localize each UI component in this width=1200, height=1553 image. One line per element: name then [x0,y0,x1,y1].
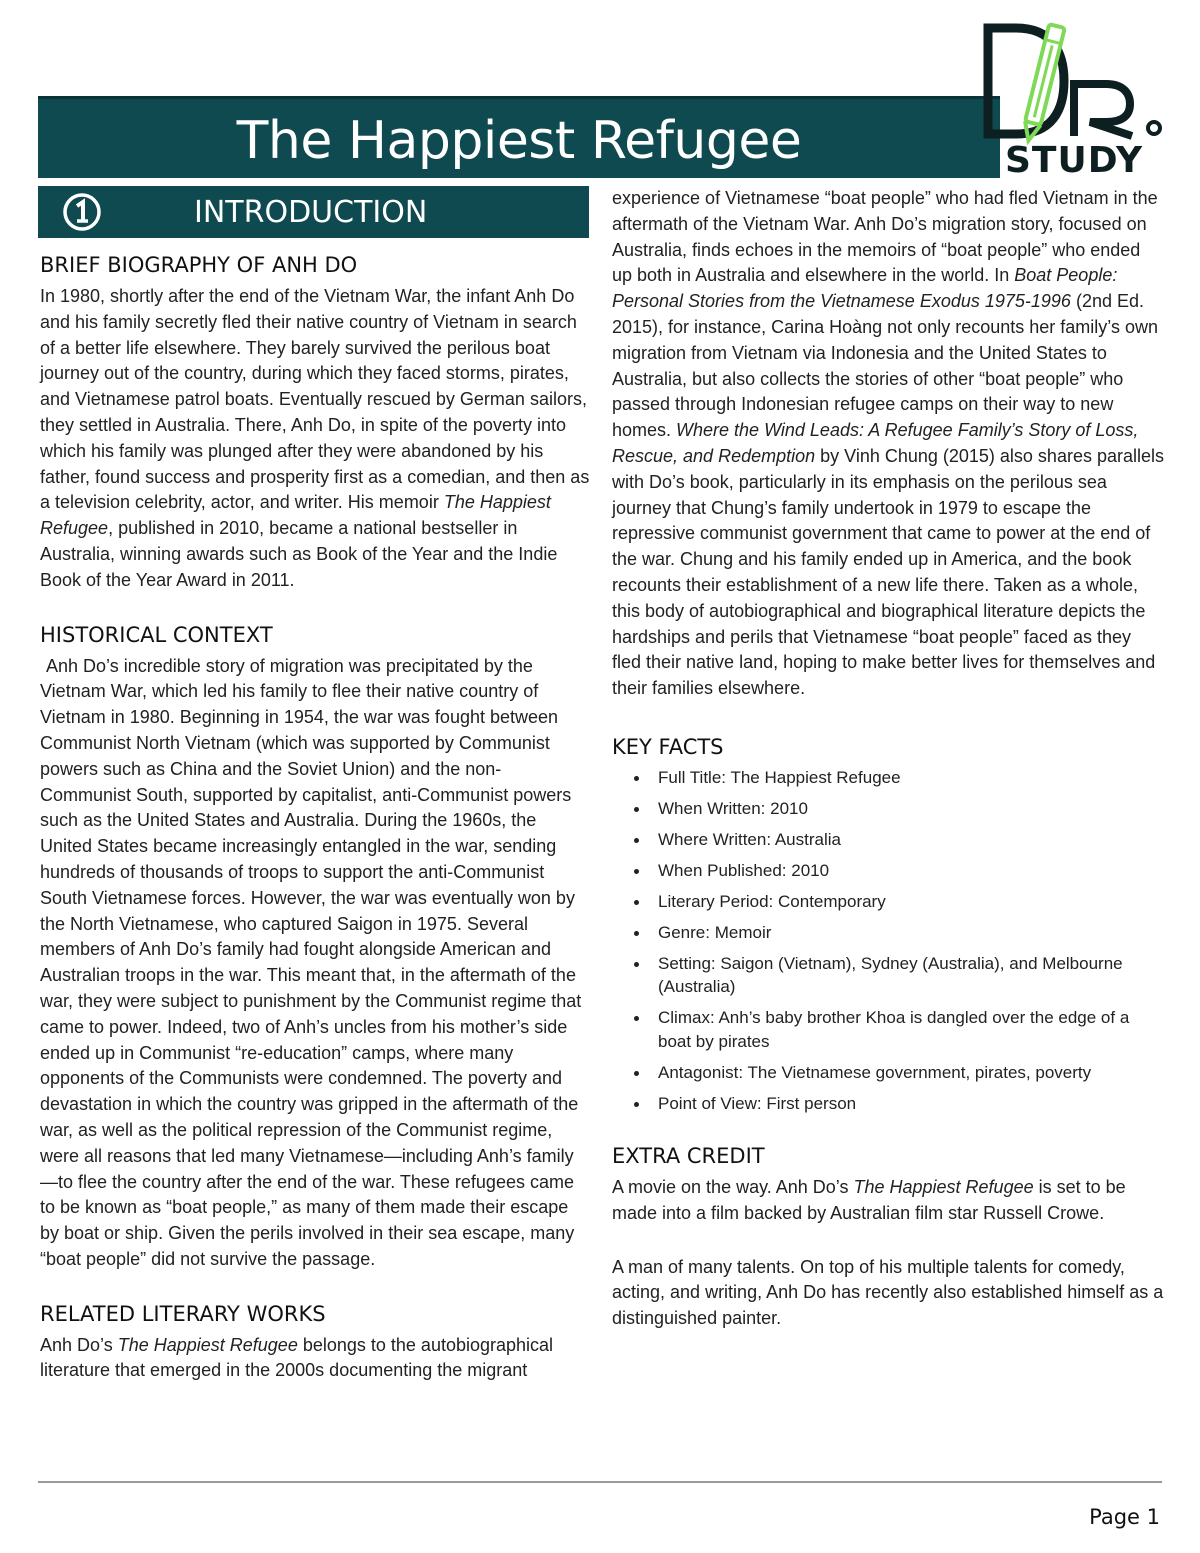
related-text-start: Anh Do’s The Happiest Refugee belongs to the autobiographical literature that emerged in the 2000s documenting the migrant [40,1334,554,1381]
left-column [40,252,590,1384]
footer-divider [38,1481,1162,1483]
related-text-continued: experience of Vietnamese “boat people” who had fled Vietnam in the aftermath of the Vietnam War. Anh Do’s migration story, focused on Australia, finds echoes in the memoirs of “boat people” who ended up both in Australia and elsewhere in the world. In Boat People: Personal Stories from the Vietnamese Exodus 1975-1996 (2nd Ed. 2015), for instance, Carina Hoàng not only recounts her family’s own migration from Vietnam via Indonesia and the United States to Australia, but also collects the stories of other “boat people” who passed through Indonesian refugee camps on their way to new homes. Where the Wind Leads: A Refugee Family’s Story of Loss, Rescue, and Redemption by Vinh Chung (2015) also shares parallels with Do’s book, particularly in its emphasis on the perilous sea journey that Chung’s family undertook in 1979 to escape the repressive communist government that came to power at the end of the war. Chung and his family ended up in America, and the book recounts their establishment of a new life there. Taken as a whole, this body of autobiographical and biographical literature depicts the hardships and perils that Vietnamese “boat people” faced as they fled their native land, hoping to make better lives for themselves and their families elsewhere. [612,188,1164,699]
key-facts-list [612,766,1164,1116]
key-facts-heading: KEY FACTS [612,734,724,759]
biography-heading: BRIEF BIOGRAPHY OF ANH DO [40,253,358,277]
right-column [612,186,1164,1332]
historical-heading: HISTORICAL CONTEXT [40,622,273,647]
extra-credit-heading: EXTRA CREDIT [612,1143,765,1168]
list-item: Antagonist: The Vietnamese government, pirates, poverty [612,1061,1164,1085]
logo-study-text: STUDY [1005,140,1144,181]
page-number: Page 1 [1089,1505,1160,1529]
list-item: Climax: Anh’s baby brother Khoa is dangled over the edge of a boat by pirates [612,1006,1164,1053]
extra-credit-paragraph-2: A man of many talents. On top of his multiple talents for comedy, acting, and writing, Anh Do has recently also established himself as a distinguished painter. [612,1256,1164,1329]
title-bar [38,96,1000,178]
list-item: Literary Period: Contemporary [612,890,1164,914]
info-circle-icon [62,192,102,232]
list-item: Genre: Memoir [612,921,1164,945]
list-item: Point of View: First person [612,1092,1164,1116]
list-item: Where Written: Australia [612,828,1164,852]
biography-text: In 1980, shortly after the end of the Vietnam War, the infant Anh Do and his family secretly fled their native country of Vietnam in search of a better life elsewhere. They barely survived the perilous boat journey out of the country, during which they faced storms, pirates, and Vietnamese patrol boats. Eventually rescued by German sailors, they settled in Australia. There, Anh Do, in spite of the poverty into which his family was plunged after they were abandoned by his father, found success and prosperity first as a comedian, and then as a television celebrity, actor, and writer. His memoir The Happiest Refugee, published in 2010, became a national bestseller in Australia, winning awards such as Book of the Year and the Indie Book of the Year Award in 2011. [40,286,590,590]
list-item: When Published: 2010 [612,859,1164,883]
historical-text: Anh Do’s incredible story of migration was precipitated by the Vietnam War, which led his family to flee their native country of Vietnam in 1980. Beginning in 1954, the war was fought between Communist North Vietnam (which was supported by Communist powers such as China and the Soviet Union) and the non-Communist South, supported by capitalist, anti-Communist powers such as the United States and Australia. During the 1960s, the United States became increasingly entangled in the war, sending hundreds of thousands of troops to support the anti-Communist South Vietnamese forces. However, the war was eventually won by the North Vietnamese, who captured Saigon in 1975. Several members of Anh Do’s family had fought alongside American and Australian troops in the war. This meant that, in the aftermath of the war, they were subject to punishment by the Communist regime that came to power. Indeed, two of Anh’s uncles from his mother’s side ended up in Communist “re-education” camps, where many opponents of the Communists were condemned. The poverty and devastation in which the country was gripped in the aftermath of the war, as well as the political repression of the Communist regime, were all reasons that led many Vietnamese—including Anh’s family—to flee the country after the end of the war. These refugees came to be known as “boat people,” as many of them made their escape by boat or ship. Given the perils involved in their sea escape, many “boat people” did not survive the passage. [40,655,582,1269]
introduction-banner [38,186,589,238]
list-item: Setting: Saigon (Vietnam), Sydney (Australia), and Melbourne (Australia) [612,952,1164,999]
related-heading: RELATED LITERARY WORKS [40,1301,326,1326]
page-title: The Happiest Refugee [236,111,802,171]
introduction-label: INTRODUCTION [194,195,428,230]
extra-credit-paragraph-1: A movie on the way. Anh Do’s The Happiest Refugee is set to be made into a film backed by Australian film star Russell Crowe. [612,1176,1126,1223]
list-item: When Written: 2010 [612,797,1164,821]
list-item: Full Title: The Happiest Refugee [612,766,1164,790]
